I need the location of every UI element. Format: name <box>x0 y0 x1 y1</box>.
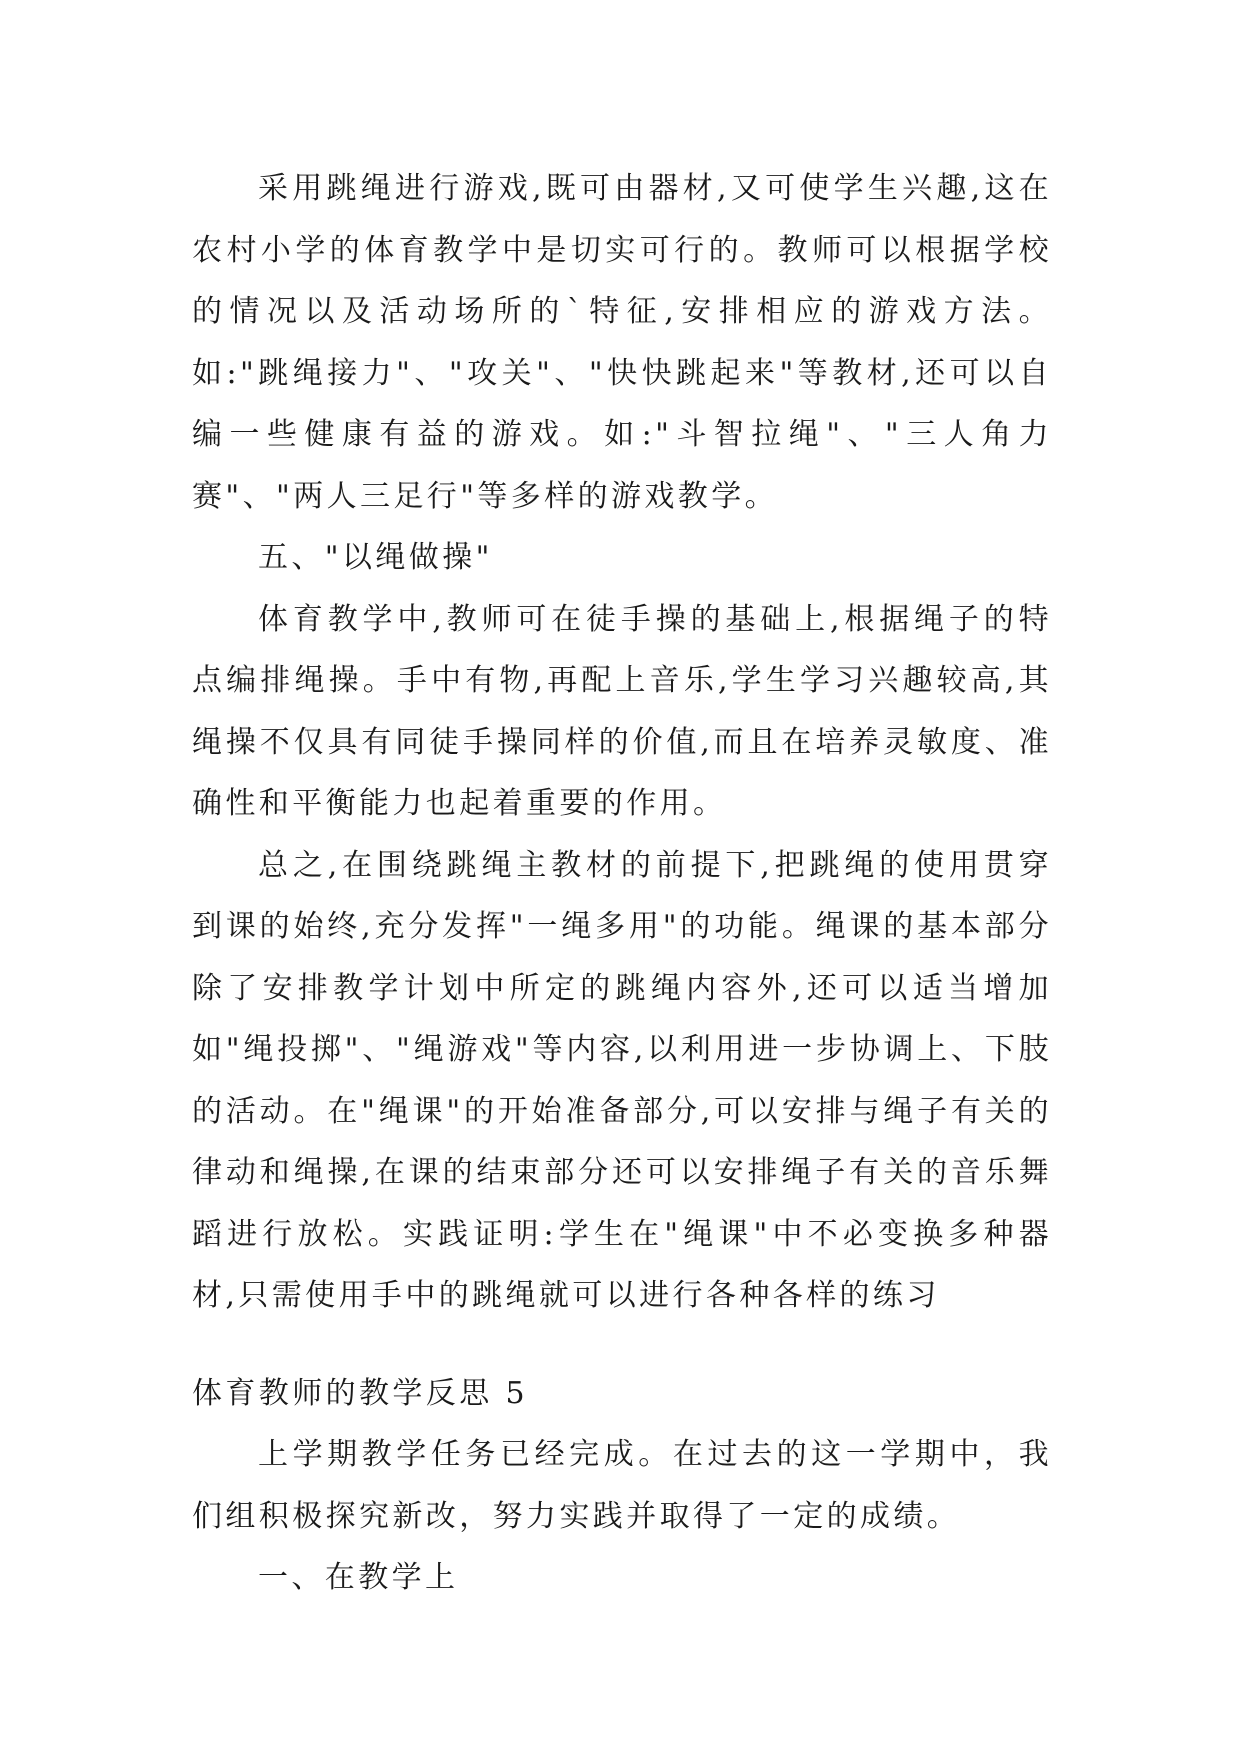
paragraph-semester-intro: 上学期教学任务已经完成。在过去的这一学期中，我们组积极探究新改，努力实践并取得了一定的成绩。 <box>192 1437 1052 1534</box>
heading-teaching: 一、在教学上 <box>258 1560 459 1595</box>
paragraph-summary: 总之,在围绕跳绳主教材的前提下,把跳绳的使用贯穿到课的始终,充分发挥"一绳多用"的功能。绳课的基本部分除了安排教学计划中所定的跳绳内容外,还可以适当增加如"绳投掷"、"绳游戏"等内容,以利用进一步协调上、下肢的活动。在"绳课"的开始准备部分,可以安排与绳子有关的律动和绳操,在课的结束部分还可以安排绳子有关的音乐舞蹈进行放松。实践证明:学生在"绳课"中不必变换多种器材,只需使用手中的跳绳就可以进行各种各样的练习 <box>192 847 1052 1313</box>
heading-rope-exercise: 五、"以绳做操" <box>258 540 493 575</box>
paragraph-rope-gymnastics: 体育教学中,教师可在徒手操的基础上,根据绳子的特点编排绳操。手中有物,再配上音乐,学生学习兴趣较高,其绳操不仅具有同徒手操同样的价值,而且在培养灵敏度、准确性和平衡能力也起着重要的作用。 <box>192 601 1052 821</box>
document-page <box>192 158 1052 1609</box>
section-title: 体育教师的教学反思 5 <box>192 1375 529 1411</box>
paragraph-rope-games: 采用跳绳进行游戏,既可由器材,又可使学生兴趣,这在农村小学的体育教学中是切实可行的。教师可以根据学校的情况以及活动场所的`特征,安排相应的游戏方法。如:"跳绳接力"、"攻关"、"快快跳起来"等教材,还可以自编一些健康有益的游戏。如:"斗智拉绳"、"三人角力赛"、"两人三足行"等多样的游戏教学。 <box>192 171 1052 514</box>
